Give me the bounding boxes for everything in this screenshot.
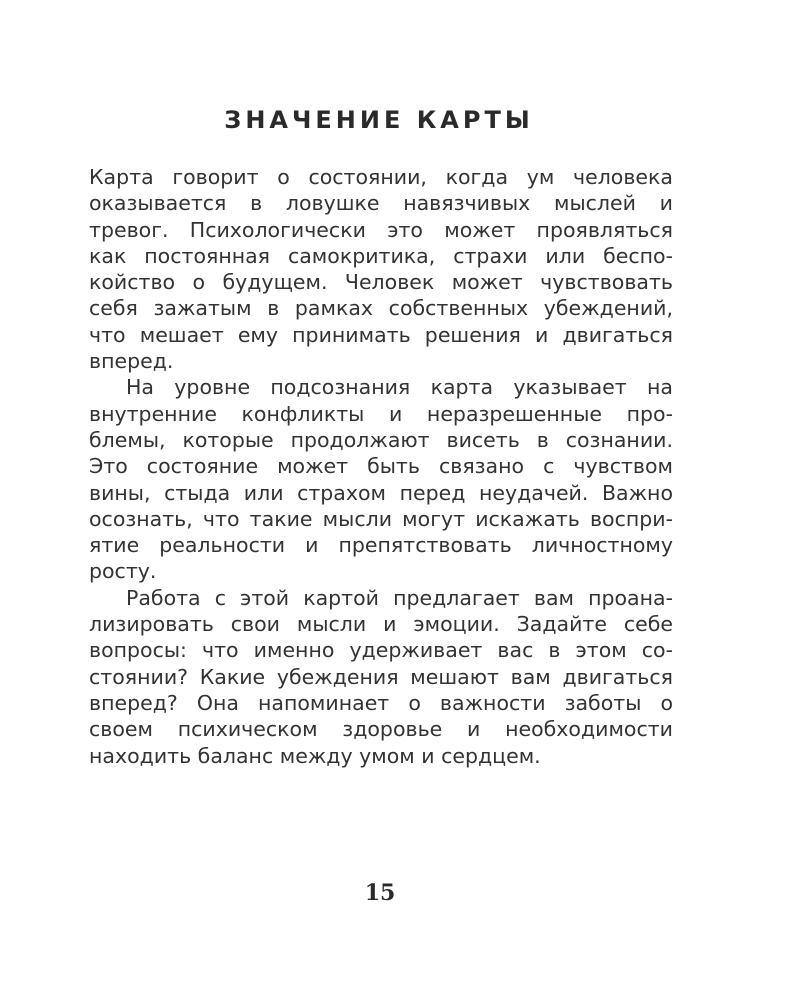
text-line: оказывается в ловушке навязчивых мыслей и — [89, 191, 673, 216]
text-line: осознать, что такие мысли могут искажать воспри- — [89, 506, 673, 531]
text-line: росту. — [89, 559, 157, 584]
page-heading: ЗНАЧЕНИЕ КАРТЫ — [224, 106, 534, 134]
page-number: 15 — [364, 880, 396, 906]
text-line: стоянии? Какие убеждения мешают вам двигаться — [89, 664, 673, 689]
paragraph-2 — [89, 374, 673, 584]
text-line: находить баланс между умом и сердцем. — [89, 743, 541, 768]
paragraph-1 — [89, 164, 673, 374]
text-line: Карта говорит о состоянии, когда ум человека — [89, 165, 673, 189]
text-line: себя зажатым в рамках собственных убеждений, — [89, 296, 673, 321]
text-line: ятие реальности и препятствовать личностному — [89, 533, 673, 558]
text-line: как постоянная самокритика, страхи или беспо- — [89, 243, 673, 268]
text-line: своем психическом здоровье и необходимости — [89, 717, 673, 742]
text-line: Это состояние может быть связано с чувством — [89, 454, 673, 479]
text-line: вперед? Она напоминает о важности заботы о — [89, 690, 673, 715]
text-line: блемы, которые продолжают висеть в сознании. — [89, 427, 673, 452]
text-line: вопросы: что именно удерживает вас в этом со- — [89, 638, 673, 663]
text-line: На уровне подсознания карта указывает на — [126, 375, 673, 400]
text-line: что мешает ему принимать решения и двигаться — [89, 322, 673, 347]
text-line: Работа с этой картой предлагает вам проана- — [126, 585, 673, 610]
text-line: вины, стыда или страхом перед неудачей. Важно — [89, 480, 673, 505]
text-line: лизировать свои мысли и эмоции. Задайте себе — [89, 612, 673, 637]
text-line: койство о будущем. Человек может чувствовать — [89, 270, 673, 295]
body-text — [89, 164, 673, 769]
paragraph-3 — [89, 585, 673, 769]
text-line: внутренние конфликты и неразрешенные про- — [89, 401, 673, 426]
text-line: вперед. — [89, 349, 174, 374]
text-line: тревог. Психологически это может проявляться — [89, 217, 673, 242]
